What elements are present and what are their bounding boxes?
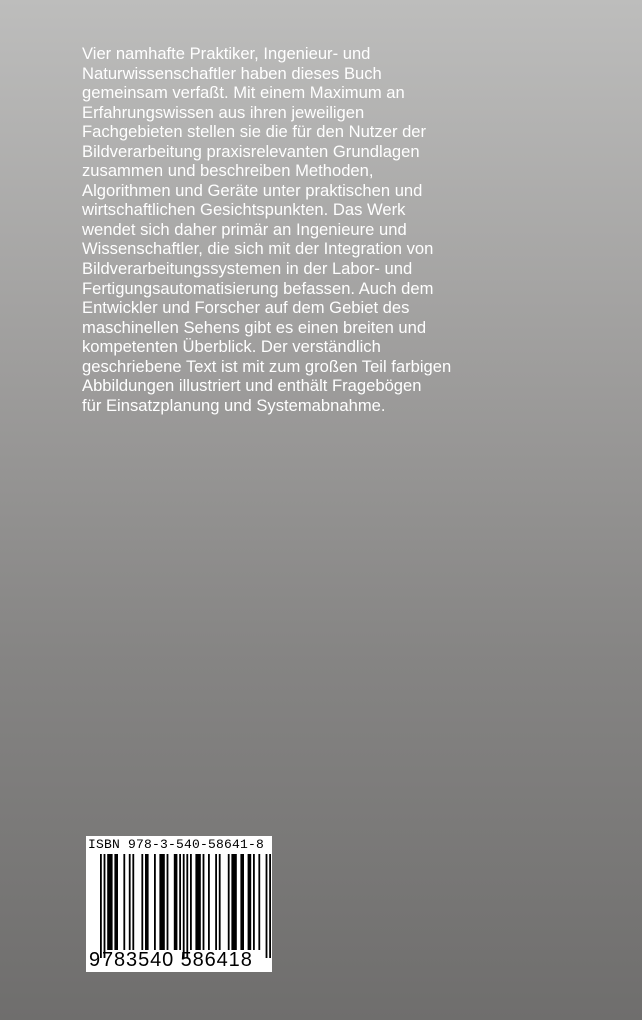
blurb-line: Bildverarbeitung praxisrelevanten Grundlagen	[82, 141, 420, 161]
blurb-line: Fertigungsautomatisierung befassen. Auch dem	[82, 278, 434, 298]
blurb-line: Erfahrungswissen aus ihren jeweiligen	[82, 102, 365, 122]
isbn-label: ISBN 978-3-540-58641-8	[88, 837, 265, 852]
blurb-line: wendet sich daher primär an Ingenieure und	[82, 219, 407, 239]
barcode-bar	[219, 854, 221, 950]
barcode-bar	[174, 854, 178, 950]
barcode-bar	[183, 854, 185, 958]
barcode-bar	[186, 854, 188, 958]
blurb-line: Fachgebieten stellen sie die für den Nutzer der	[82, 122, 427, 142]
barcode-bar	[203, 854, 205, 950]
blurb-line: für Einsatzplanung und Systemabnahme.	[82, 395, 386, 415]
barcode-bar	[114, 854, 118, 950]
blurb-line: zusammen und beschreiben Methoden,	[82, 161, 374, 181]
blurb-line: geschriebene Text ist mit zum großen Teil farbigen	[82, 356, 452, 376]
barcode-bar	[208, 854, 210, 950]
blurb-line: kompetenten Überblick. Der verständlich	[82, 337, 381, 357]
barcode-bar	[231, 854, 236, 950]
barcode-bar	[129, 854, 131, 950]
blurb-line: gemeinsam verfaßt. Mit einem Maximum an	[82, 83, 405, 103]
blurb-line: Vier namhafte Praktiker, Ingenieur- und	[82, 44, 371, 63]
blurb-line: Entwickler und Forscher auf dem Gebiet des	[82, 298, 410, 318]
blurb-line: Bildverarbeitungssystemen in der Labor- und	[82, 259, 413, 279]
barcode-bar	[100, 854, 102, 958]
barcode-bar	[159, 854, 164, 950]
blurb-line: Wissenschaftler, die sich mit der Integration von	[82, 239, 434, 259]
back-cover-blurb	[82, 44, 492, 415]
barcode-bar	[266, 854, 268, 958]
blurb-line: wirtschaftlichen Gesichtspunkten. Das Werk	[82, 200, 406, 220]
blurb-line: Naturwissenschaftler haben dieses Buch	[82, 63, 382, 83]
barcode-bar	[154, 854, 156, 950]
barcode-bar	[258, 854, 260, 950]
barcode-bar	[104, 854, 106, 958]
barcode-bar	[190, 854, 192, 950]
barcode-bar	[141, 854, 143, 950]
blurb-line: Algorithmen und Geräte unter praktischen und	[82, 180, 423, 200]
barcode-bar	[167, 854, 169, 950]
isbn-barcode	[86, 836, 272, 972]
ean-digits: 783540 586418	[102, 949, 253, 971]
barcode-bar	[253, 854, 255, 950]
barcode-bar	[145, 854, 149, 950]
barcode-bar	[195, 854, 200, 950]
barcode-bar	[107, 854, 112, 950]
ean-first-digit: 9	[89, 949, 101, 971]
blurb-line: Abbildungen illustriert und enthält Fragebögen	[82, 376, 422, 396]
barcode-bar	[248, 854, 252, 950]
blurb-line: maschinellen Sehens gibt es einen breiten und	[82, 317, 427, 337]
barcode-bar	[240, 854, 244, 950]
barcode-bar	[215, 854, 217, 950]
barcode-bar	[123, 854, 125, 950]
barcode-bar	[228, 854, 230, 950]
barcode-bar	[269, 854, 271, 958]
barcode-bar	[179, 854, 181, 950]
barcode-bar	[132, 854, 134, 950]
